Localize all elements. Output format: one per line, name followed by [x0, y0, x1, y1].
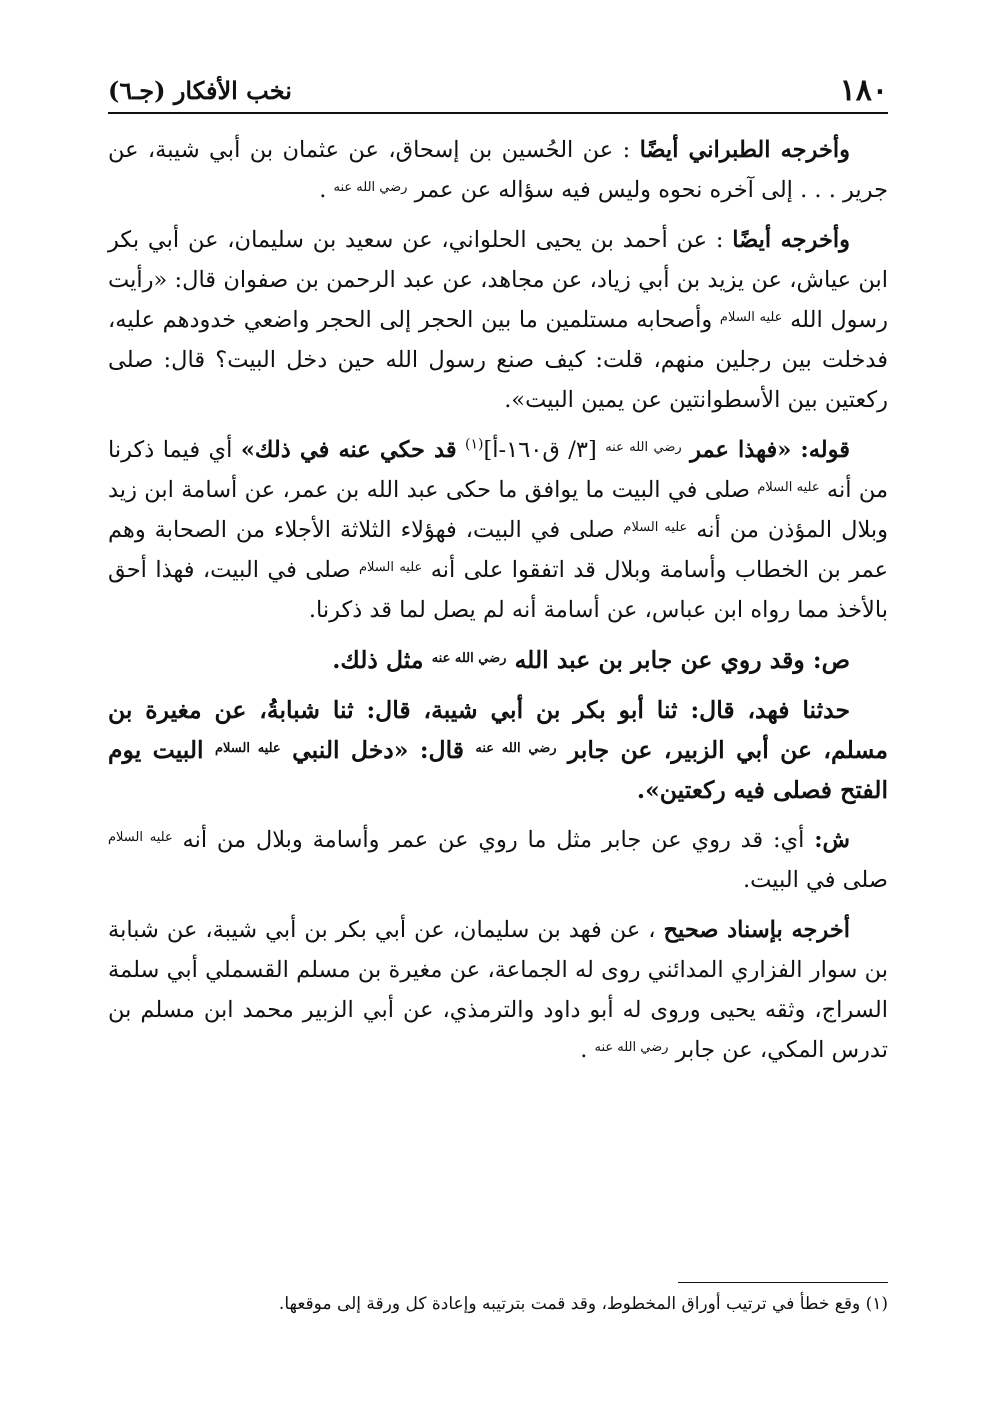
paragraph-6 [108, 820, 888, 900]
paragraph-text: أي فيما ذكرنا من أنه [108, 437, 889, 503]
honorific-mark: رضي الله عنه [605, 440, 682, 455]
footnote-ref: (١) [465, 436, 484, 453]
running-title: نخب الأفكار (جـ٦) [108, 75, 292, 105]
paragraph-text: ، عن فهد بن سليمان، عن أبي بكر بن أبي شيبة، عن شبابة بن سوار الفزاري المدائني روى له الجماعة، عن مغيرة بن مسلم القسملي أبي سلمة السراج، وثقه يحيى وروى له أبو داود والترمذي، عن أبي الزبير محمد ابن مسلم بن تدرس المكي، عن جابر [108, 917, 888, 1063]
paragraph-text-2: صلى في البيت ما يوافق ما حكى عبد الله بن عمر، عن أسامة ابن زيد وبلال المؤذن من أنه [108, 477, 888, 543]
paragraph-text: حدثنا فهد، قال: ثنا أبو بكر بن أبي شيبة، قال: ثنا شبابةُ، عن مغيرة بن مسلم، عن أبي الزبير، عن جابر [108, 696, 888, 764]
paragraph-end: مثل ذلك. [332, 646, 424, 674]
paragraph-2 [108, 220, 888, 420]
paragraph-text: أي: قد روي عن جابر مثل ما روي عن عمر وأسامة وبلال من أنه [182, 827, 805, 853]
paragraph-text: ص: وقد روي عن جابر بن عبد الله [514, 646, 850, 674]
paragraph-text-2: وأصحابه مستلمين ما بين الحجر إلى الحجر واضعي خدودهم عليه، فدخلت بين رجلين منهم، قلت: كيف صنع رسول الله حين دخل البيت؟ قال: صلى ركعتين بين الأسطوانتين عن يمين البيت». [108, 307, 888, 413]
honorific-mark: عليه السلام [719, 310, 783, 325]
paragraph-3 [108, 430, 888, 630]
quote-lead-2: قد حكي عنه في ذلك» [240, 437, 457, 463]
paragraph-lead: وأخرجه أيضًا [732, 227, 850, 253]
paragraph-1 [108, 130, 888, 210]
honorific-mark: عليه السلام [214, 741, 281, 756]
paragraph-4 [108, 640, 888, 680]
manuscript-ref: [٣/ ق١٦٠-أ] [483, 437, 597, 463]
honorific-mark: عليه السلام [757, 480, 820, 495]
paragraph-5 [108, 690, 888, 810]
honorific-mark: رضي الله عنه [475, 741, 557, 756]
paragraph-text: : عن أحمد بن يحيى الحلواني، عن سعيد بن سليمان، عن أبي بكر ابن عياش، عن يزيد بن أبي زياد، عن مجاهد، عن عبد الرحمن بن صفوان قال: «رأيت رسول الله [108, 227, 889, 333]
honorific-mark: رضي الله عنه [594, 1040, 669, 1055]
paragraph-text-4: صلى في البيت، فهذا أحق بالأخذ مما رواه ابن عباس، عن أسامة أنه لم يصل لما قد ذكرنا. [108, 557, 888, 623]
page-number: ١٨٠ [839, 72, 888, 108]
paragraph-7 [108, 910, 888, 1070]
honorific-mark: رضي الله عنه [333, 180, 408, 195]
paragraph-end: . [580, 1037, 588, 1063]
honorific-mark: عليه السلام [358, 560, 423, 575]
paragraph-text-3: صلى في البيت، فهؤلاء الثلاثة الأجلاء من الصحابة وهم عمر بن الخطاب وأسامة وبلال قد اتفقوا على أنه [108, 517, 889, 583]
footnote: (١) وقع خطأ في ترتيب أوراق المخطوط، وقد قمت بترتيبه وإعادة كل ورقة إلى موقعها. [278, 1294, 888, 1314]
honorific-mark: رضي الله عنه [431, 651, 507, 666]
paragraph-text: : عن الحُسين بن إسحاق، عن عثمان بن أبي شيبة، عن جرير . . . إلى آخره نحوه وليس فيه سؤاله عن عمر [108, 137, 888, 203]
quote-lead: قوله: «فهذا عمر [690, 437, 851, 463]
paragraph-lead: أخرجه بإسناد صحيح [663, 917, 851, 943]
paragraph-text-2: صلى في البيت. [742, 867, 888, 893]
paragraph-text-2: قال: «دخل النبي [292, 736, 464, 764]
paragraph-text-3: البيت يوم الفتح فصلى فيه ركعتين». [108, 736, 888, 804]
paragraph-lead: وأخرجه الطبراني أيضًا [639, 137, 850, 163]
footnote-divider [678, 1282, 888, 1283]
paragraph-lead: ش: [814, 827, 851, 853]
honorific-mark: عليه السلام [623, 520, 688, 535]
paragraph-end: . [319, 177, 327, 203]
main-text [108, 130, 888, 1080]
honorific-mark: عليه السلام [108, 830, 173, 845]
page-header [108, 68, 888, 114]
